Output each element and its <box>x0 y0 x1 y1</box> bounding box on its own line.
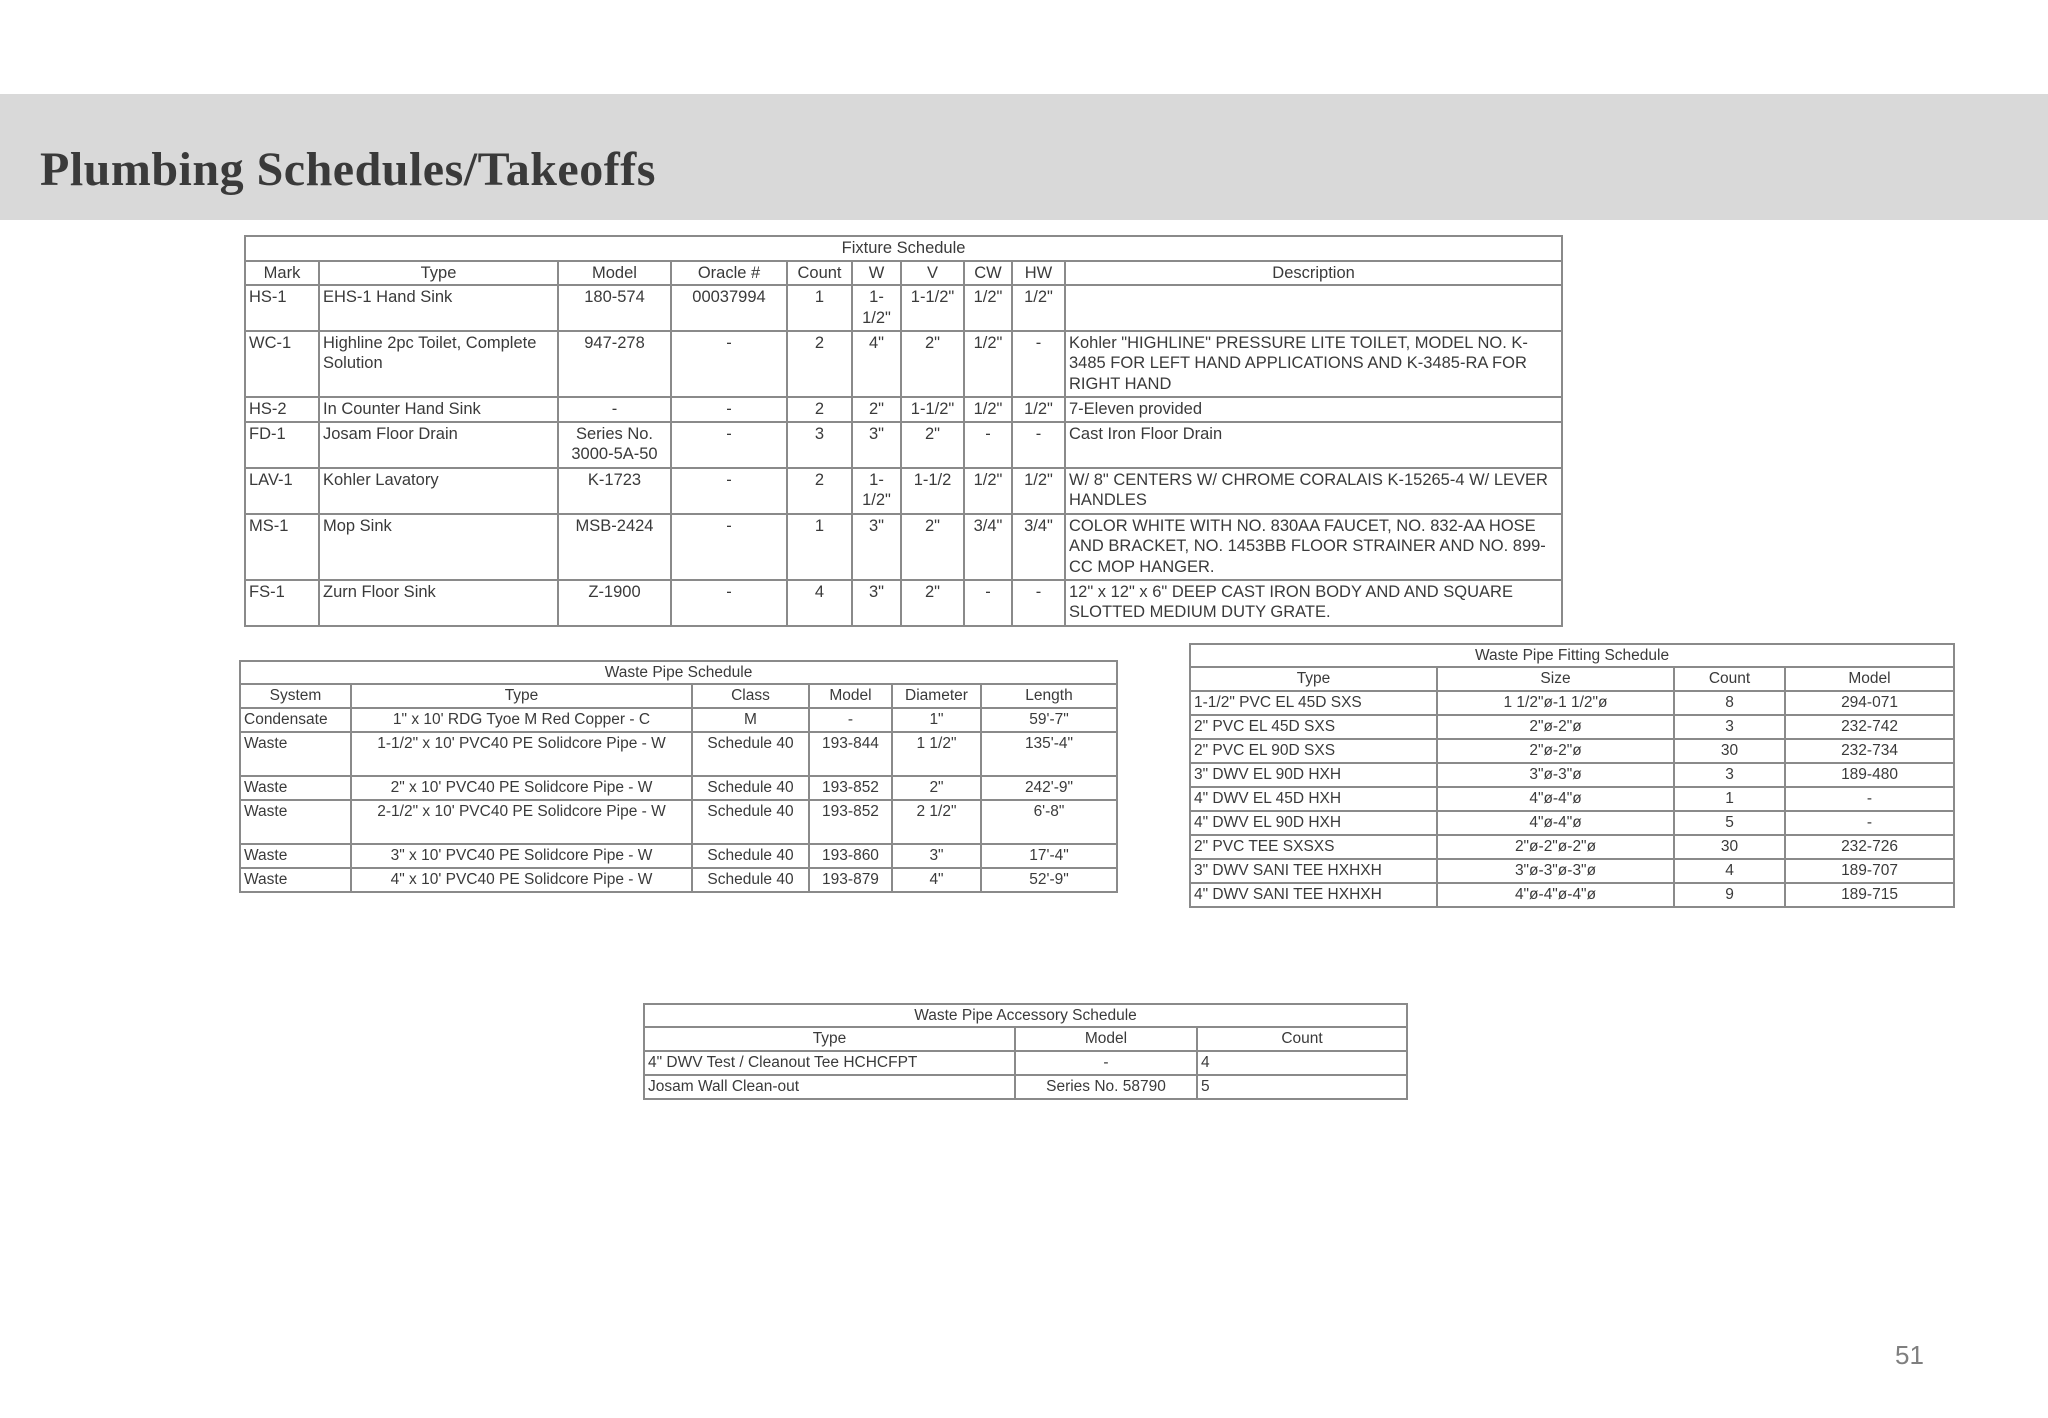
waste-pipe-cell: 193-852 <box>809 776 892 800</box>
fixture-cell: 3" <box>852 580 901 626</box>
fitting-cell: 3"ø-3"ø <box>1437 763 1674 787</box>
waste-pipe-header-diameter: Diameter <box>892 684 981 707</box>
fixture-cell: 1-1/2" <box>852 468 901 514</box>
accessory-cell: - <box>1015 1051 1197 1075</box>
waste-pipe-cell: 193-879 <box>809 868 892 892</box>
fixture-cell: 1 <box>787 514 852 580</box>
accessory-cell: Josam Wall Clean-out <box>644 1075 1015 1099</box>
table-row <box>1190 883 1954 907</box>
fixture-header-hw: HW <box>1012 261 1065 286</box>
fixture-cell: 2" <box>901 580 964 626</box>
table-row <box>1190 691 1954 715</box>
fitting-header-size: Size <box>1437 667 1674 690</box>
fixture-cell: 1-1/2" <box>852 285 901 330</box>
fitting-cell: 30 <box>1674 739 1785 763</box>
fitting-cell: 2"ø-2"ø <box>1437 739 1674 763</box>
waste-pipe-cell: Waste <box>240 868 351 892</box>
fitting-cell: 4 <box>1674 859 1785 883</box>
fixture-cell: 180-574 <box>558 285 671 330</box>
fitting-header-type: Type <box>1190 667 1437 690</box>
fixture-cell: 3/4" <box>964 514 1012 580</box>
fixture-cell: - <box>1012 580 1065 626</box>
fixture-cell: 1/2" <box>1012 285 1065 330</box>
waste-pipe-cell: M <box>692 708 809 732</box>
waste-pipe-cell: 59'-7" <box>981 708 1117 732</box>
table-row <box>240 868 1117 892</box>
fixture-cell: 3" <box>852 514 901 580</box>
fixture-cell: Cast Iron Floor Drain <box>1065 422 1562 468</box>
fitting-header-model: Model <box>1785 667 1954 690</box>
table-row <box>1190 835 1954 859</box>
waste-pipe-cell: 2" <box>892 776 981 800</box>
fitting-cell: 4" DWV EL 90D HXH <box>1190 811 1437 835</box>
fitting-cell: 232-734 <box>1785 739 1954 763</box>
waste-pipe-cell: 4" x 10' PVC40 PE Solidcore Pipe - W <box>351 868 692 892</box>
fitting-cell: 4" DWV SANI TEE HXHXH <box>1190 883 1437 907</box>
fixture-header-cw: CW <box>964 261 1012 286</box>
fixture-cell: 1/2" <box>964 397 1012 422</box>
waste-pipe-cell: 6'-8" <box>981 800 1117 844</box>
waste-pipe-cell: Waste <box>240 800 351 844</box>
table-row <box>245 422 1562 468</box>
fixture-cell: 1/2" <box>964 331 1012 397</box>
fixture-cell <box>1065 285 1562 330</box>
fitting-cell: - <box>1785 811 1954 835</box>
fixture-cell: HS-2 <box>245 397 319 422</box>
fixture-cell: - <box>1012 422 1065 468</box>
waste-pipe-header-type: Type <box>351 684 692 707</box>
fixture-cell: FD-1 <box>245 422 319 468</box>
fitting-cell: 4"ø-4"ø <box>1437 811 1674 835</box>
fixture-cell: 4 <box>787 580 852 626</box>
fixture-cell: - <box>558 397 671 422</box>
fixture-cell: Highline 2pc Toilet, Complete Solution <box>319 331 558 397</box>
fixture-cell: 4" <box>852 331 901 397</box>
fitting-cell: 1 1/2"ø-1 1/2"ø <box>1437 691 1674 715</box>
fixture-cell: MS-1 <box>245 514 319 580</box>
fixture-cell: - <box>671 422 787 468</box>
fixture-cell: COLOR WHITE WITH NO. 830AA FAUCET, NO. 832-AA HOSE AND BRACKET, NO. 1453BB FLOOR STRAINER AND NO. 899-CC MOP HANGER. <box>1065 514 1562 580</box>
fixture-header-description: Description <box>1065 261 1562 286</box>
accessory-cell: 5 <box>1197 1075 1407 1099</box>
accessory-cell: Series No. 58790 <box>1015 1075 1197 1099</box>
table-row <box>1190 763 1954 787</box>
fixture-cell: - <box>964 422 1012 468</box>
fixture-cell: 3/4" <box>1012 514 1065 580</box>
fixture-cell: 2 <box>787 331 852 397</box>
table-row <box>245 397 1562 422</box>
fixture-cell: - <box>671 580 787 626</box>
waste-pipe-cell: Waste <box>240 732 351 776</box>
fitting-cell: 3" DWV EL 90D HXH <box>1190 763 1437 787</box>
table-row <box>1190 787 1954 811</box>
waste-pipe-cell: 1-1/2" x 10' PVC40 PE Solidcore Pipe - W <box>351 732 692 776</box>
table-row <box>1190 811 1954 835</box>
fitting-cell: 189-480 <box>1785 763 1954 787</box>
fitting-cell: 3 <box>1674 715 1785 739</box>
fitting-cell: 3" DWV SANI TEE HXHXH <box>1190 859 1437 883</box>
table-row <box>644 1051 1407 1075</box>
fixture-cell: - <box>671 514 787 580</box>
fixture-cell: K-1723 <box>558 468 671 514</box>
fixture-cell: HS-1 <box>245 285 319 330</box>
fixture-cell: Kohler "HIGHLINE" PRESSURE LITE TOILET, MODEL NO. K-3485 FOR LEFT HAND APPLICATIONS AND K-3485-RA FOR RIGHT HAND <box>1065 331 1562 397</box>
fixture-cell: 2" <box>901 331 964 397</box>
waste-pipe-header-row <box>240 684 1117 707</box>
waste-pipe-cell: Schedule 40 <box>692 844 809 868</box>
fitting-cell: 2"ø-2"ø <box>1437 715 1674 739</box>
fitting-cell: 3 <box>1674 763 1785 787</box>
fixture-cell: 12" x 12" x 6" DEEP CAST IRON BODY AND AND SQUARE SLOTTED MEDIUM DUTY GRATE. <box>1065 580 1562 626</box>
waste-pipe-cell: 52'-9" <box>981 868 1117 892</box>
fixture-cell: - <box>1012 331 1065 397</box>
table-row <box>1190 715 1954 739</box>
fixture-cell: LAV-1 <box>245 468 319 514</box>
waste-pipe-header-system: System <box>240 684 351 707</box>
waste-pipe-cell: Waste <box>240 844 351 868</box>
fixture-cell: 2" <box>901 514 964 580</box>
fixture-cell: 2 <box>787 468 852 514</box>
waste-pipe-cell: 1" <box>892 708 981 732</box>
table-row <box>245 468 1562 514</box>
waste-pipe-cell: 193-860 <box>809 844 892 868</box>
fixture-cell: 1 <box>787 285 852 330</box>
fixture-schedule-caption: Fixture Schedule <box>245 236 1562 261</box>
table-row <box>245 514 1562 580</box>
table-row <box>245 331 1562 397</box>
fixture-cell: 3" <box>852 422 901 468</box>
fixture-header-oracle: Oracle # <box>671 261 787 286</box>
fitting-cell: 2" PVC EL 45D SXS <box>1190 715 1437 739</box>
fitting-cell: 2" PVC TEE SXSXS <box>1190 835 1437 859</box>
fixture-cell: 1/2" <box>964 468 1012 514</box>
table-row <box>245 580 1562 626</box>
fixture-cell: - <box>671 331 787 397</box>
fixture-cell: 1-1/2" <box>901 397 964 422</box>
fixture-cell: 00037994 <box>671 285 787 330</box>
fitting-cell: 189-715 <box>1785 883 1954 907</box>
fitting-cell: 2" PVC EL 90D SXS <box>1190 739 1437 763</box>
waste-pipe-cell: 135'-4" <box>981 732 1117 776</box>
fixture-cell: 7-Eleven provided <box>1065 397 1562 422</box>
fixture-header-count: Count <box>787 261 852 286</box>
waste-pipe-cell: Schedule 40 <box>692 776 809 800</box>
waste-pipe-cell: Schedule 40 <box>692 732 809 776</box>
fixture-cell: Josam Floor Drain <box>319 422 558 468</box>
page-number: 51 <box>1895 1340 1924 1370</box>
waste-pipe-fitting-schedule-table <box>1189 643 1955 908</box>
waste-pipe-cell: 3" <box>892 844 981 868</box>
waste-pipe-cell: 17'-4" <box>981 844 1117 868</box>
fixture-cell: MSB-2424 <box>558 514 671 580</box>
fitting-cell: 3"ø-3"ø-3"ø <box>1437 859 1674 883</box>
accessory-header-model: Model <box>1015 1027 1197 1050</box>
fitting-cell: 9 <box>1674 883 1785 907</box>
fixture-cell: In Counter Hand Sink <box>319 397 558 422</box>
fixture-cell: WC-1 <box>245 331 319 397</box>
waste-pipe-schedule-caption: Waste Pipe Schedule <box>240 661 1117 684</box>
fixture-cell: Zurn Floor Sink <box>319 580 558 626</box>
fixture-header-type: Type <box>319 261 558 286</box>
fitting-cell: 4"ø-4"ø <box>1437 787 1674 811</box>
table-row <box>240 776 1117 800</box>
accessory-header-count: Count <box>1197 1027 1407 1050</box>
waste-pipe-cell: 1 1/2" <box>892 732 981 776</box>
waste-pipe-header-model: Model <box>809 684 892 707</box>
waste-pipe-header-class: Class <box>692 684 809 707</box>
waste-pipe-cell: Schedule 40 <box>692 800 809 844</box>
fixture-cell: Series No. 3000-5A-50 <box>558 422 671 468</box>
waste-pipe-cell: 1" x 10' RDG Tyoe M Red Copper - C <box>351 708 692 732</box>
waste-pipe-cell: 2 1/2" <box>892 800 981 844</box>
fixture-cell: 947-278 <box>558 331 671 397</box>
table-row <box>1190 859 1954 883</box>
fixture-cell: 1/2" <box>1012 468 1065 514</box>
table-row <box>240 732 1117 776</box>
fitting-schedule-caption: Waste Pipe Fitting Schedule <box>1190 644 1954 667</box>
fitting-cell: 5 <box>1674 811 1785 835</box>
fitting-cell: 232-726 <box>1785 835 1954 859</box>
fixture-cell: EHS-1 Hand Sink <box>319 285 558 330</box>
fitting-cell: 189-707 <box>1785 859 1954 883</box>
fixture-cell: 2" <box>852 397 901 422</box>
fixture-header-v: V <box>901 261 964 286</box>
waste-pipe-accessory-schedule-table <box>643 1003 1408 1100</box>
waste-pipe-cell: 2" x 10' PVC40 PE Solidcore Pipe - W <box>351 776 692 800</box>
accessory-cell: 4 <box>1197 1051 1407 1075</box>
fitting-cell: 1-1/2" PVC EL 45D SXS <box>1190 691 1437 715</box>
fixture-cell: 1/2" <box>1012 397 1065 422</box>
waste-pipe-cell: 242'-9" <box>981 776 1117 800</box>
fixture-cell: Z-1900 <box>558 580 671 626</box>
table-row <box>240 708 1117 732</box>
waste-pipe-cell: Condensate <box>240 708 351 732</box>
fitting-cell: 232-742 <box>1785 715 1954 739</box>
fixture-cell: 2" <box>901 422 964 468</box>
waste-pipe-cell: 2-1/2" x 10' PVC40 PE Solidcore Pipe - W <box>351 800 692 844</box>
fixture-schedule-table <box>244 235 1563 627</box>
waste-pipe-cell: 3" x 10' PVC40 PE Solidcore Pipe - W <box>351 844 692 868</box>
waste-pipe-schedule-table <box>239 660 1118 893</box>
fixture-cell: 1-1/2" <box>901 285 964 330</box>
fixture-cell: - <box>671 397 787 422</box>
fitting-cell: 294-071 <box>1785 691 1954 715</box>
fixture-cell: 2 <box>787 397 852 422</box>
fitting-header-row <box>1190 667 1954 690</box>
fitting-cell: 8 <box>1674 691 1785 715</box>
fitting-cell: 1 <box>1674 787 1785 811</box>
waste-pipe-cell: 193-844 <box>809 732 892 776</box>
table-row <box>240 844 1117 868</box>
waste-pipe-cell: Schedule 40 <box>692 868 809 892</box>
fixture-cell: 1/2" <box>964 285 1012 330</box>
waste-pipe-cell: 4" <box>892 868 981 892</box>
table-row <box>644 1075 1407 1099</box>
table-row <box>1190 739 1954 763</box>
fitting-header-count: Count <box>1674 667 1785 690</box>
fixture-header-model: Model <box>558 261 671 286</box>
fitting-cell: - <box>1785 787 1954 811</box>
waste-pipe-cell: Waste <box>240 776 351 800</box>
fixture-header-mark: Mark <box>245 261 319 286</box>
waste-pipe-cell: - <box>809 708 892 732</box>
fixture-cell: W/ 8" CENTERS W/ CHROME CORALAIS K-15265-4 W/ LEVER HANDLES <box>1065 468 1562 514</box>
waste-pipe-cell: 193-852 <box>809 800 892 844</box>
accessory-header-type: Type <box>644 1027 1015 1050</box>
waste-pipe-header-length: Length <box>981 684 1117 707</box>
fitting-cell: 30 <box>1674 835 1785 859</box>
accessory-cell: 4" DWV Test / Cleanout Tee HCHCFPT <box>644 1051 1015 1075</box>
fixture-cell: - <box>964 580 1012 626</box>
fixture-header-w: W <box>852 261 901 286</box>
accessory-header-row <box>644 1027 1407 1050</box>
fixture-cell: Kohler Lavatory <box>319 468 558 514</box>
table-row <box>245 285 1562 330</box>
accessory-schedule-caption: Waste Pipe Accessory Schedule <box>644 1004 1407 1027</box>
page-title: Plumbing Schedules/Takeoffs <box>40 143 656 196</box>
fixture-cell: FS-1 <box>245 580 319 626</box>
fixture-header-row <box>245 261 1562 286</box>
table-row <box>240 800 1117 844</box>
fixture-cell: 1-1/2 <box>901 468 964 514</box>
fixture-cell: 3 <box>787 422 852 468</box>
fixture-cell: - <box>671 468 787 514</box>
fitting-cell: 4" DWV EL 45D HXH <box>1190 787 1437 811</box>
fitting-cell: 4"ø-4"ø-4"ø <box>1437 883 1674 907</box>
fixture-cell: Mop Sink <box>319 514 558 580</box>
fitting-cell: 2"ø-2"ø-2"ø <box>1437 835 1674 859</box>
